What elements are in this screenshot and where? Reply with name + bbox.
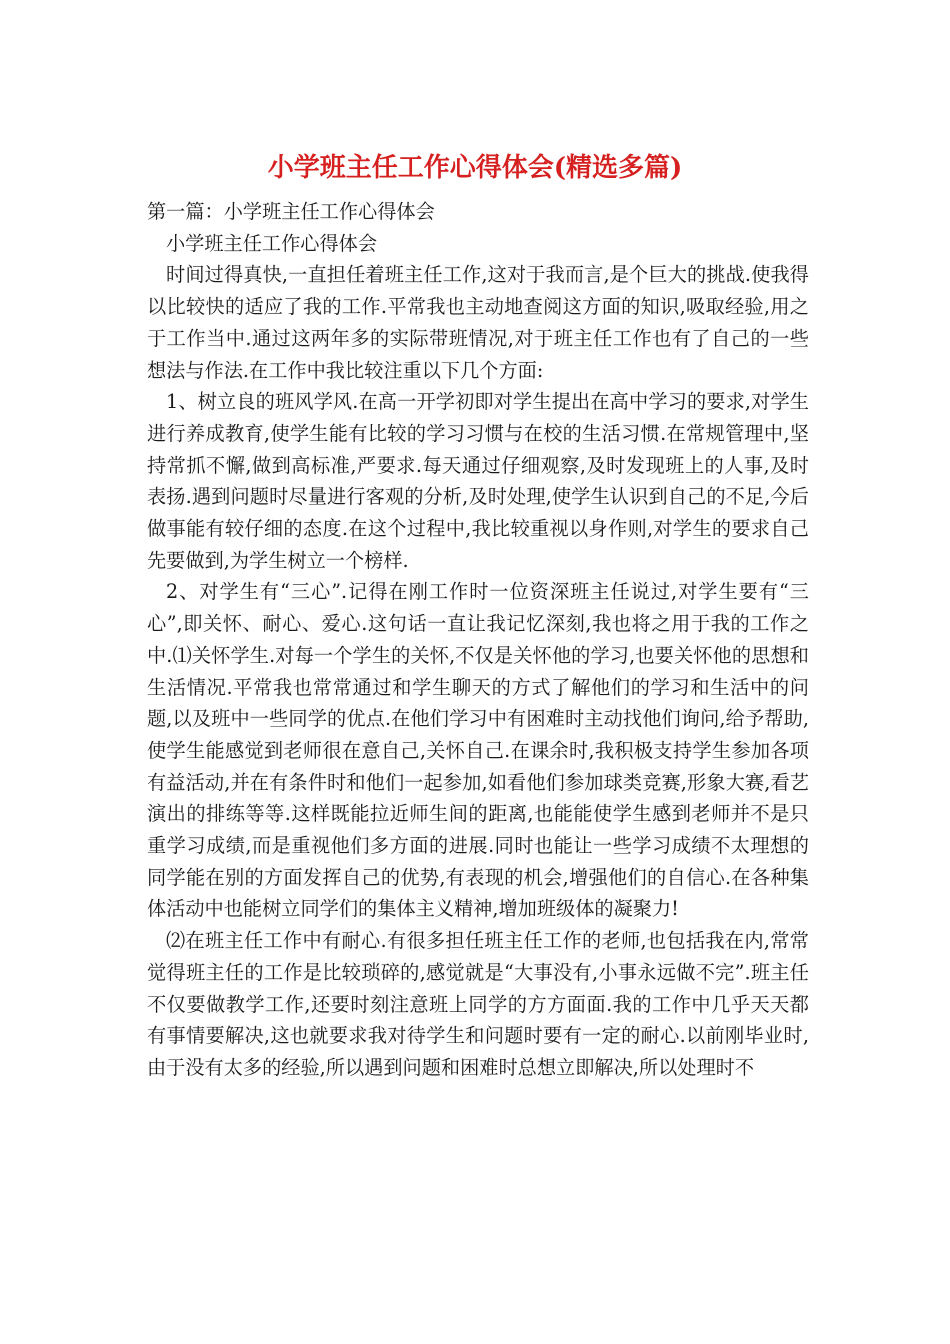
paragraph: 2、对学生有“三心”.记得在刚工作时一位资深班主任说过,对学生要有“三心”,即关怀、耐心、爱心.这句话一直让我记忆深刻,我也将之用于我的工作之中.⑴关怀学生.对每一个学生的关怀,不仅是关怀他的学习,也要关怀他的思想和生活情况.平常我也常常通过和学生聊天的方式了解他们的学习和生活中的问题,以及班中一些同学的优点.在他们学习中有困难时主动找他们询问,给予帮助,使学生能感觉到老师很在意自己,关怀自己.在课余时,我积极支持学生参加各项有益活动,并在有条件时和他们一起参加,如看他们参加球类竞赛,形象大赛,看艺演出的排练等等.这样既能拉近师生间的距离,也能能使学生感到老师并不是只重学习成绩,而是重视他们多方面的进展.同时也能让一些学习成绩不太理想的同学能在别的方面发挥自己的优势,有表现的机会,增强他们的自信心.在各种集体活动中也能树立同学们的集体主义精神,增加班级体的凝聚力! — [147, 580, 809, 921]
paragraph: ⑵在班主任工作中有耐心.有很多担任班主任工作的老师,也包括我在内,常常觉得班主任的工作是比较琐碎的,感觉就是“大事没有,小事永远做不完”.班主任不仅要做教学工作,还要时刻注意班上同学的方方面面.我的工作中几乎天天都有事情要解决,这也就要求我对待学生和问题时要有一定的耐心.以前刚毕业时,由于没有太多的经验,所以遇到问题和困难时总想立即解决,所以处理时不 — [147, 929, 809, 1079]
section-subtitle: 小学班主任工作心得体会 — [166, 231, 378, 255]
paragraph: 时间过得真快,一直担任着班主任工作,这对于我而言,是个巨大的挑战.使我得以比较快的适应了我的工作.平常我也主动地查阅这方面的知识,吸取经验,用之于工作当中.通过这两年多的实际带班情况,对于班主任工作也有了自己的一些想法与作法.在工作中我比较注重以下几个方面: — [147, 263, 809, 382]
document-body — [147, 196, 809, 1084]
paragraph: 1、树立良的班风学风.在高一开学初即对学生提出在高中学习的要求,对学生进行养成教育,使学生能有比较的学习习惯与在校的生活习惯.在常规管理中,坚持常抓不懈,做到高标准,严要求.每天通过仔细观察,及时发现班上的人事,及时表扬.遇到问题时尽量进行客观的分析,及时处理,使学生认识到自己的不足,今后做事能有较仔细的态度.在这个过程中,我比较重视以身作则,对学生的要求自己先要做到,为学生树立一个榜样. — [147, 390, 809, 572]
section-heading: 第一篇：小学班主任工作心得体会 — [147, 200, 435, 223]
document-title: 小学班主任工作心得体会(精选多篇) — [267, 153, 683, 183]
